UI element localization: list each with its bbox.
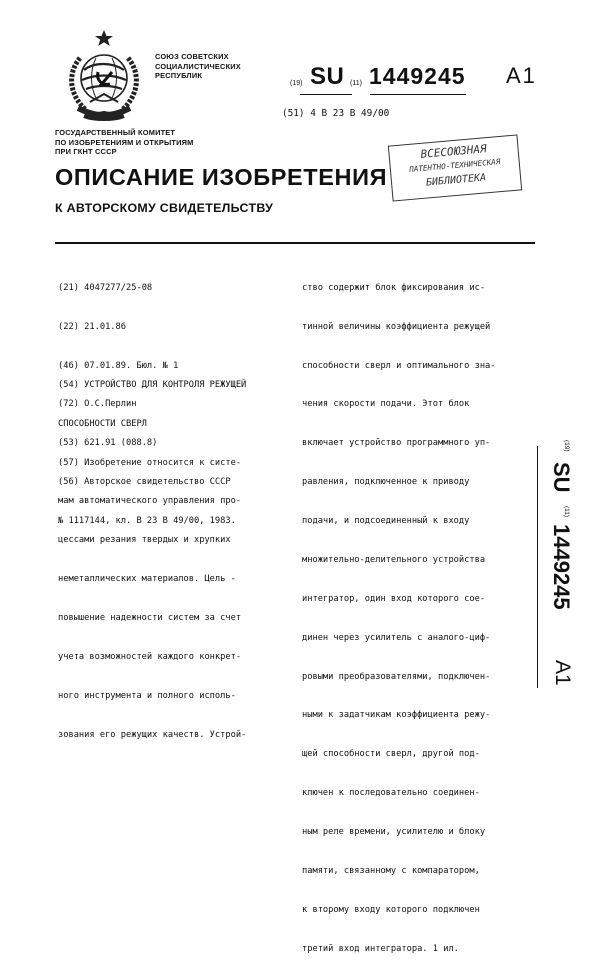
abstract-line: ного инструмента и полного исполь- [58,690,236,701]
abstract-line: к второму входу которого подключен [302,904,480,915]
soviet-state-emblem-icon [60,28,148,124]
abstract-line: щей способности сверл, другой под- [302,749,480,760]
biblio-code: (46) [58,360,79,371]
country-code: SU [310,63,345,90]
committee-line: ПРИ ГКНТ СССР [55,147,117,157]
underline [300,94,352,95]
abstract-line: третий вход интегратора. 1 ил. [302,943,459,954]
stamp-line: ВСЕСОЮЗНАЯ [419,142,488,161]
document-subtitle: К АВТОРСКОМУ СВИДЕТЕЛЬСТВУ [55,201,274,215]
invention-title-line: СПОСОБНОСТИ СВЕРЛ [58,418,147,429]
biblio-code: (72) [58,399,79,410]
abstract-line: ключен к последовательно соединен- [302,788,480,799]
patent-number: 1449245 [369,63,466,89]
abstract-line: цессами резания твердых и хрупких [58,535,231,546]
abstract-line: мам автоматического управления про- [58,496,242,507]
country-code-label: (19) [290,80,303,87]
abstract-line: ство содержит блок фиксирования ис- [302,282,486,293]
abstract-line: ным реле времени, усилителю и блоку [302,826,486,837]
library-stamp [388,134,522,201]
abstract-line: включает устройство программного уп- [302,438,491,449]
number-code-label: (11) [350,80,362,87]
biblio-code: (53) [58,438,79,449]
abstract-line: множительно-делительного устройства [302,554,486,565]
committee-name [55,128,194,157]
biblio-text: О.С.Перлин [84,399,137,410]
abstract-line: равления, подключенное к приводу [302,477,470,488]
stamp-line: ПАТЕНТНО-ТЕХНИЧЕСКАЯ [408,157,501,174]
vertical-number-rule [537,446,538,688]
biblio-text: 21.01.86 [84,321,126,332]
abstract-line: неметаллических материалов. Цель - [58,574,236,585]
biblio-text: 621.91 (088.8) [84,438,158,449]
invention-title-line: (54) УСТРОЙСТВО ДЛЯ КОНТРОЛЯ РЕЖУЩЕЙ [58,379,247,390]
biblio-text: 07.01.89. Бюл. № 1 [84,360,179,371]
abstract-line: интегратор, один вход которого сое- [302,593,486,604]
vertical-code-label: (11) [563,506,570,518]
vertical-patent-number [548,440,574,700]
vertical-number: 1449245 [549,524,574,610]
biblio-entry [58,282,236,295]
organization-name [155,52,241,81]
abstract-line: динен через усилитель с аналого-циф- [302,632,491,643]
document-title: ОПИСАНИЕ ИЗОБРЕТЕНИЯ [55,164,388,190]
abstract-line: зования его режущих качеств. Устрой- [58,729,247,740]
vertical-code-label: (19) [563,440,570,452]
abstract-column-left [58,353,246,755]
abstract-line: повышение надежности систем за счет [58,613,242,624]
organization-line: СОЦИАЛИСТИЧЕСКИХ [155,61,241,71]
biblio-code: (22) [58,321,79,332]
vertical-country-code: SU [549,462,574,493]
committee-line: ГОСУДАРСТВЕННЫЙ КОМИТЕТ [55,128,176,137]
biblio-code: (21) [58,282,79,293]
organization-line: РЕСПУБЛИК [155,71,203,81]
biblio-entry [58,321,236,334]
ipc-classification [282,108,389,119]
abstract-line: ными к задатчикам коэффициента режу- [302,710,491,721]
abstract-line: подачи, и подсоединенный к входу [302,516,470,527]
biblio-text: № 1117144, кл. В 23 В 49/00, 1983. [58,516,236,527]
publication-number [290,60,560,96]
abstract-column-right [302,256,496,968]
abstract-line: ровыми преобразователями, подключен- [302,671,491,682]
biblio-text: Авторское свидетельство СССР [84,477,231,488]
abstract-line: памяти, связанному с компаратором, [302,865,480,876]
abstract-line: тинной величины коэффициента режущей [302,321,491,332]
organization-line: СОЮЗ СОВЕТСКИХ [155,52,229,61]
biblio-code: (56) [58,477,79,488]
document-kind: A1 [506,63,537,88]
abstract-line: способности сверл и оптимального зна- [302,360,496,371]
stamp-line: БИБЛИОТЕКА [425,172,487,189]
underline [370,94,466,95]
abstract-line: учета возможностей каждого конкрет- [58,651,242,662]
abstract-line: (57) Изобретение относится к систе- [58,457,242,468]
vertical-document-kind: A1 [551,660,574,686]
abstract-line: чения скорости подачи. Этот блок [302,399,470,410]
biblio-text: 4047277/25-08 [84,282,153,293]
ipc-value: 4 В 23 В 49/00 [310,108,390,119]
header-separator [55,242,535,244]
committee-line: ПО ИЗОБРЕТЕНИЯМ И ОТКРЫТИЯМ [55,137,194,147]
ipc-label: (51) [282,108,305,119]
